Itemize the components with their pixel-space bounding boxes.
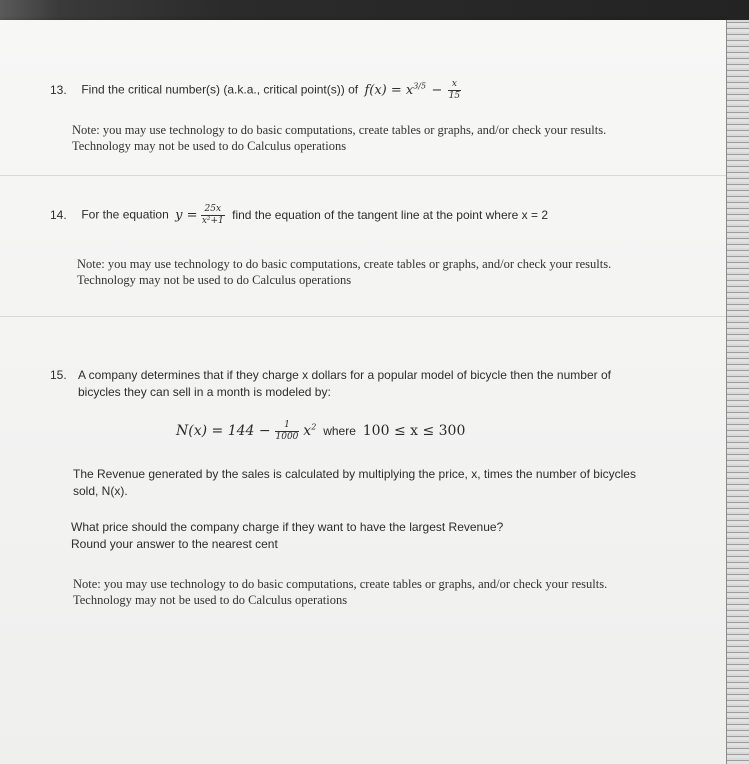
note-13	[72, 122, 606, 154]
note-line: Note: you may use technology to do basic computations, create tables or graphs, and/or check your results.	[77, 257, 612, 271]
question-number: 14.	[50, 207, 67, 222]
function-expression: $f(x) = x^{3/5}$	[364, 81, 427, 98]
note-line: Technology may not be used to do Calculus operations	[77, 273, 352, 287]
question-number: 15.	[50, 368, 67, 382]
question-ask-line: What price should the company charge if they want to have the largest Revenue?	[71, 520, 504, 534]
question-prompt-start: For the equation	[81, 207, 169, 222]
question-14	[50, 204, 548, 227]
note-line: Note: you may use technology to do basic computations, create tables or graphs, and/or check your results.	[72, 123, 607, 137]
minus-sign: −	[431, 82, 443, 98]
binder-edge	[726, 20, 749, 764]
equation-domain: 100 ≤ x ≤ 300	[362, 423, 466, 440]
revenue-model-equation	[176, 420, 465, 443]
note-line: Note: you may use technology to do basic computations, create tables or graphs, and/or check your results.	[73, 577, 608, 591]
revenue-line: The Revenue generated by the sales is calculated by multiplying the price, x, times the number of bicycles	[73, 467, 636, 481]
question-number: 13.	[50, 82, 67, 97]
section-divider	[0, 175, 726, 176]
equation-lhs: N(x) = 144 −	[176, 423, 271, 440]
question-ask-line: Round your answer to the nearest cent	[71, 537, 278, 551]
question-prompt-line: bicycles they can sell in a month is modeled by:	[78, 385, 331, 399]
question-prompt: Find the critical number(s) (a.k.a., critical point(s)) of	[81, 82, 359, 97]
fraction: $\frac{25x}{\text{x²+1}}$	[201, 204, 224, 226]
question-15	[50, 367, 611, 384]
note-15	[73, 576, 607, 608]
note-14	[77, 256, 611, 288]
note-line: Technology may not be used to do Calculus operations	[72, 139, 347, 153]
where-label: where	[323, 424, 356, 439]
question-prompt-line: A company determines that if they charge x dollars for a popular model of bicycle then the number of	[78, 368, 611, 382]
revenue-line: sold, N(x).	[73, 484, 128, 498]
fraction: $\frac{x}{15}$	[448, 79, 461, 101]
fraction: $\frac{1}{1000}$	[275, 420, 299, 442]
equation-lhs: y =	[175, 207, 198, 223]
question-13	[50, 79, 461, 102]
note-line: Technology may not be used to do Calculus operations	[73, 593, 348, 607]
question-prompt-end: find the equation of the tangent line at the point where x = 2	[232, 207, 549, 222]
equation-term: $x^2$	[303, 422, 317, 440]
section-divider	[0, 316, 726, 317]
